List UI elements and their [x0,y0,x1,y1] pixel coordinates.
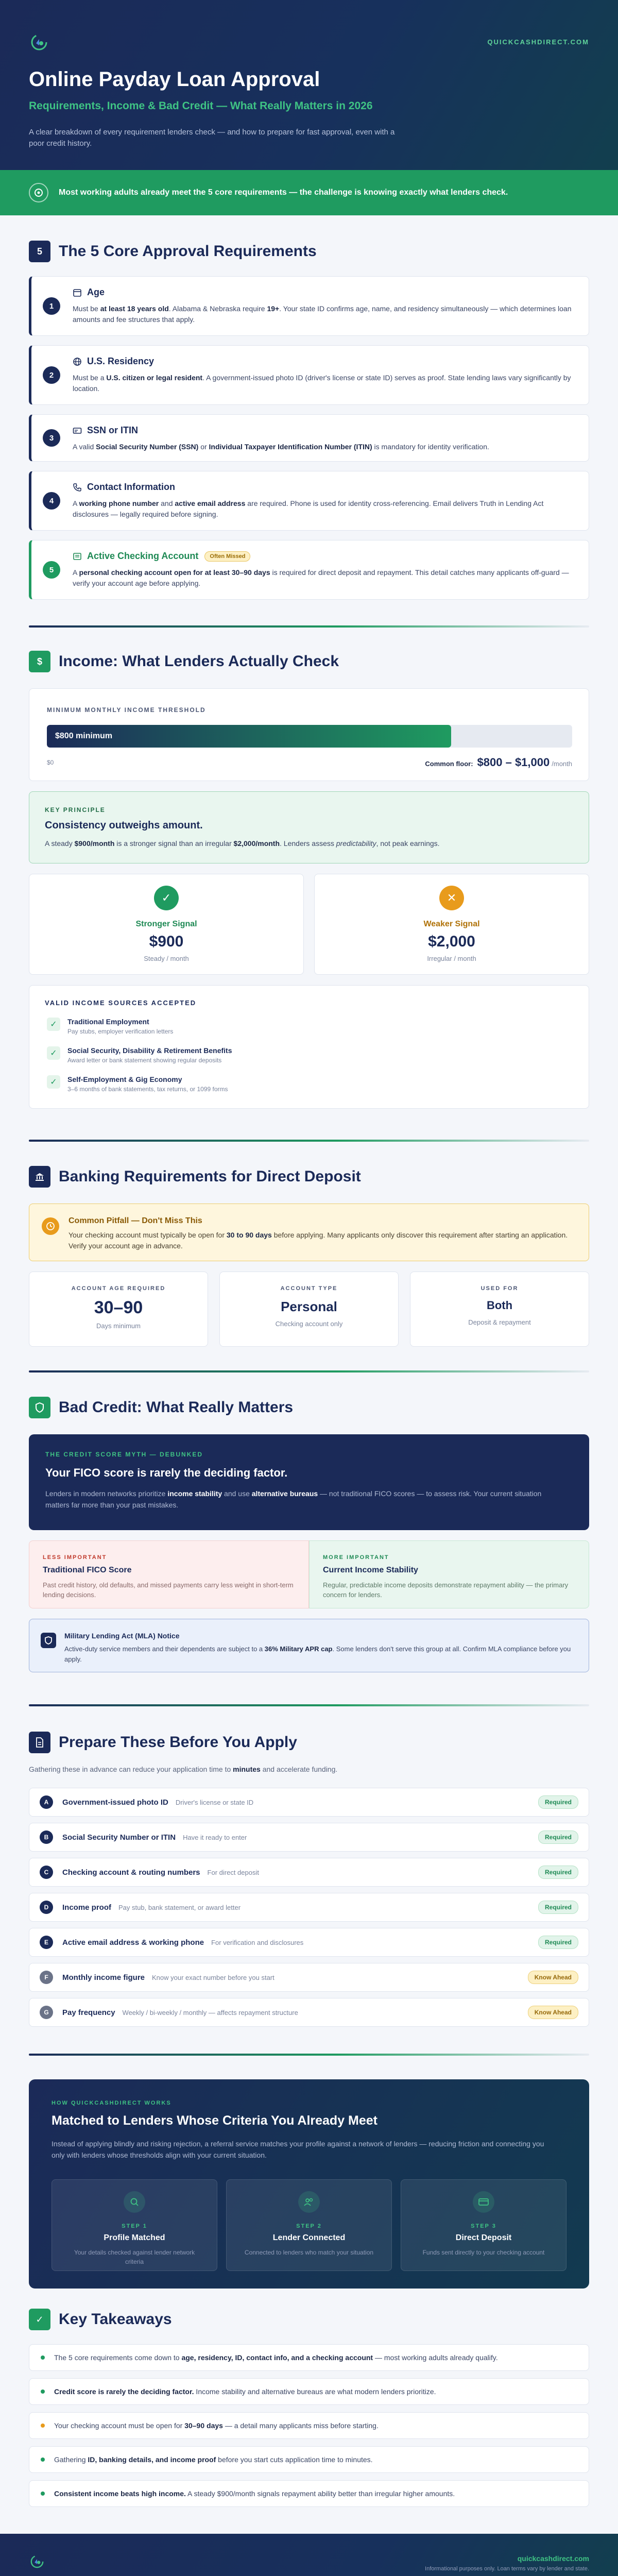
required-badge: Required [538,1901,578,1914]
takeaways-title: Key Takeaways [59,2311,172,2328]
stronger-signal-label: Stronger Signal [135,920,197,928]
globe-icon [73,357,82,366]
takeaways-heading [29,2308,589,2331]
document-row-photo-id: A Government-issued photo ID Driver's license or state ID Required [29,1788,589,1817]
know-ahead-badge: Know Ahead [528,1971,578,1984]
weaker-signal-note: Irregular / month [427,955,476,962]
document-icon [29,1732,50,1753]
credit-section [29,1396,589,1685]
footer-url[interactable]: quickcashdirect.com [517,2554,589,2563]
know-ahead-badge: Know Ahead [528,2006,578,2019]
checkmark-icon: ✓ [154,886,179,910]
income-source-item: ✓ Self-Employment & Gig Economy 3–6 months of bank statements, tax returns, or 1099 forms [47,1075,228,1093]
phone-icon [73,483,82,492]
document-row-income-proof: D Income proof Pay stub, bank statement, or award letter Required [29,1893,589,1922]
clock-icon [42,1217,59,1235]
requirement-title: U.S. Residency [73,356,154,367]
threshold-label: MINIMUM MONTHLY INCOME THRESHOLD [47,706,206,714]
income-threshold-bar [47,725,572,748]
used-for-stat: USED FOR Both Deposit & repayment [410,1272,589,1347]
credit-heading [29,1396,589,1419]
brand-url[interactable]: QUICKCASHDIRECT.COM [487,38,589,46]
takeaway-item: Credit score is rarely the deciding factor. Income stability and alternative bureaus are what modern lenders prioritize. [29,2378,589,2405]
how-title: Matched to Lenders Whose Criteria You Already Meet [52,2113,378,2128]
hero-description: A clear breakdown of every requirement lenders check — and how to prepare for fast approval, even with a poor credit history. [29,128,395,148]
info-banner [0,170,618,215]
requirement-number: 2 [43,366,60,384]
footer-logo-icon[interactable] [29,2553,45,2570]
requirement-title: Active Checking Account Often Missed [73,551,250,562]
threshold-bar-label: $800 minimum [55,732,113,740]
shield-icon [29,1397,50,1418]
section-divider [29,1704,589,1706]
weaker-signal-label: Weaker Signal [423,920,480,928]
requirement-number: 5 [43,561,60,579]
requirement-number: 4 [43,492,60,510]
check-icon: ✓ [47,1018,60,1031]
mla-title: Military Lending Act (MLA) Notice [64,1632,180,1640]
key-principle-card [29,791,589,863]
requirement-body: Must be at least 18 years old. Alabama & Nebraska require 19+. Your state ID confirms age, name, and residency simultaneously — which determines loan amounts and fee structures that apply. [73,304,572,324]
credit-title: Bad Credit: What Really Matters [59,1399,294,1416]
banner-text: Most working adults already meet the 5 core requirements — the challenge is knowing exactly what lenders check. [59,188,508,197]
step-card-2: STEP 2 Lender Connected Connected to lenders who match your situation [226,2179,392,2271]
income-threshold-card [29,688,589,781]
how-body: Instead of applying blindly and risking rejection, a referral service matches your profile against a network of lenders — reducing friction and connecting you only with lenders whose thresholds align with your current situation. [52,2140,544,2159]
takeaway-item: Gathering ID, banking details, and income proof before you start cuts application time to minutes. [29,2446,589,2473]
sources-label: VALID INCOME SOURCES ACCEPTED [45,999,197,1007]
income-heading [29,650,589,673]
requirement-card-age [29,276,589,336]
requirement-number: 3 [43,429,60,447]
section-divider [29,625,589,628]
stronger-signal-value: $900 [149,933,184,950]
mla-body: Active-duty service members and their dependents are subject to a 36% Military APR cap. Some lenders don't serve this group at all. Confirm MLA compliance before you apply. [64,1645,571,1663]
required-badge: Required [538,1795,578,1809]
deposit-icon [473,2191,494,2213]
account-type-stat: ACCOUNT TYPE Personal Checking account only [219,1272,399,1347]
required-badge: Required [538,1936,578,1949]
check-icon: ✓ [47,1046,60,1060]
requirement-body: A working phone number and active email address are required. Phone is used for identity cross-referencing. Email delivers Truth in Lending Act disclosures — legally required before signing. [73,499,544,518]
document-row-contact: E Active email address & working phone For verification and disclosures Required [29,1928,589,1957]
document-row-income-figure: F Monthly income figure Know your exact number before you start Know Ahead [29,1963,589,1992]
requirement-card-residency [29,345,589,405]
brand-logo-icon[interactable] [29,32,49,53]
stronger-signal-note: Steady / month [144,955,189,962]
pitfall-callout [29,1204,589,1261]
calendar-icon [73,288,82,297]
stronger-signal-card [29,874,304,975]
principle-label: KEY PRINCIPLE [45,806,106,814]
weaker-signal-value: $2,000 [428,933,475,950]
requirement-body: A valid Social Security Number (SSN) or Individual Taxpayer Identification Number (ITIN) is mandatory for identity verification. [73,443,489,451]
bank-icon [73,552,82,561]
requirement-card-ssn [29,414,589,462]
banking-heading [29,1165,589,1188]
prepare-section [29,1731,589,2035]
step-card-3: STEP 3 Direct Deposit Funds sent directly to your checking account [401,2179,566,2271]
requirement-title: SSN or ITIN [73,425,138,436]
myth-body: Lenders in modern networks prioritize income stability and use alternative bureaus — not traditional FICO scores — to assess risk. Your current situation matters far more than your past mistakes. [45,1489,542,1509]
income-sources-card [29,985,589,1109]
requirement-title: Age [73,287,105,298]
page-subtitle: Requirements, Income & Bad Credit — What Really Matters in 2026 [29,100,373,112]
section-divider [29,2054,589,2056]
how-label: HOW QUICKCASHDIRECT WORKS [52,2100,171,2106]
credit-myth-card [29,1434,589,1530]
target-icon [29,183,48,202]
banking-title: Banking Requirements for Direct Deposit [59,1168,361,1185]
prepare-title: Prepare These Before You Apply [59,1734,297,1751]
document-row-ssn: B Social Security Number or ITIN Have it ready to enter Required [29,1823,589,1852]
id-card-icon [73,426,82,435]
myth-label: THE CREDIT SCORE MYTH — DEBUNKED [45,1451,203,1458]
requirement-body: Must be a U.S. citizen or legal resident. A government-issued photo ID (driver's license or state ID) serves as proof. State lending laws vary significantly by location. [73,374,571,393]
income-threshold-fill [47,725,451,748]
income-source-item: ✓ Social Security, Disability & Retirement Benefits Award letter or bank statement showing regular deposits [47,1046,232,1064]
income-source-item: ✓ Traditional Employment Pay stubs, employer verification letters [47,1018,173,1035]
how-it-works-section [29,2079,589,2289]
takeaway-item: Your checking account must be open for 30–90 days — a detail many applicants miss before starting. [29,2412,589,2439]
bank-building-icon [29,1166,50,1188]
footer-disclaimer: Informational purposes only. Loan terms vary by lender and state. [425,2566,589,2572]
scale-start: $0 [47,759,54,766]
prepare-intro: Gathering these in advance can reduce your application time to minutes and accelerate funding. [29,1765,338,1773]
requirements-section [29,240,589,611]
income-title: Income: What Lenders Actually Check [59,653,339,670]
takeaway-item: Consistent income beats high income. A steady $900/month signals repayment ability better than irregular higher amounts. [29,2480,589,2507]
required-badge: Required [538,1831,578,1844]
shield-check-icon [41,1633,56,1648]
principle-title: Consistency outweighs amount. [45,820,203,831]
mla-notice [29,1619,589,1672]
page-footer [0,2534,618,2576]
principle-body: A steady $900/month is a stronger signal than an irregular $2,000/month. Lenders assess predictability, not peak earnings. [45,839,440,848]
requirements-title: The 5 Core Approval Requirements [59,243,317,260]
section-number-badge: 5 [29,241,50,262]
dollar-icon: $ [29,651,50,672]
requirement-number: 1 [43,297,60,315]
takeaway-item: The 5 core requirements come down to age, residency, ID, contact info, and a checking account — most working adults already qualify. [29,2344,589,2371]
pitfall-body: Your checking account must typically be open for 30 to 90 days before applying. Many applicants only discover this requirement after starting an application. Verify your account age in advance. [68,1231,568,1250]
requirement-card-contact [29,471,589,531]
requirement-body: A personal checking account open for at least 30–90 days is required for direct deposit and repayment. This detail catches many applicants off-guard — verify your account age before applying. [73,568,569,587]
requirements-heading [29,240,589,263]
takeaways-section [29,2308,589,2514]
section-divider [29,1370,589,1372]
document-row-pay-frequency: G Pay frequency Weekly / bi-weekly / monthly — affects repayment structure Know Ahead [29,1998,589,2027]
checklist-icon: ✓ [29,2309,50,2330]
page-title: Online Payday Loan Approval [29,68,320,91]
pitfall-title: Common Pitfall — Don't Miss This [68,1216,202,1225]
common-floor: Common floor: $800 – $1,000 /month [425,756,572,769]
income-section [29,650,589,1134]
required-badge: Required [538,1866,578,1879]
banking-section [29,1165,589,1361]
more-important-card: MORE IMPORTANT Current Income Stability Regular, predictable income deposits demonstrate repayment ability — the primary concern for lenders. [309,1540,589,1608]
hero-header [0,0,618,170]
search-icon [124,2191,145,2213]
prepare-heading [29,1731,589,1754]
x-mark-icon: ✕ [439,886,464,910]
check-icon: ✓ [47,1075,60,1089]
myth-title: Your FICO score is rarely the deciding factor. [45,1466,288,1479]
step-card-1: STEP 1 Profile Matched Your details checked against lender network criteria [52,2179,217,2271]
requirement-card-checking [29,540,589,600]
requirement-title: Contact Information [73,482,175,493]
account-age-stat: ACCOUNT AGE REQUIRED 30–90 Days minimum [29,1272,208,1347]
users-icon [298,2191,320,2213]
document-row-checking: C Checking account & routing numbers For direct deposit Required [29,1858,589,1887]
often-missed-badge: Often Missed [204,551,250,562]
less-important-card: LESS IMPORTANT Traditional FICO Score Past credit history, old defaults, and missed payments carry less weight in short-term lending decisions. [29,1540,309,1608]
weaker-signal-card [314,874,589,975]
section-divider [29,1140,589,1142]
